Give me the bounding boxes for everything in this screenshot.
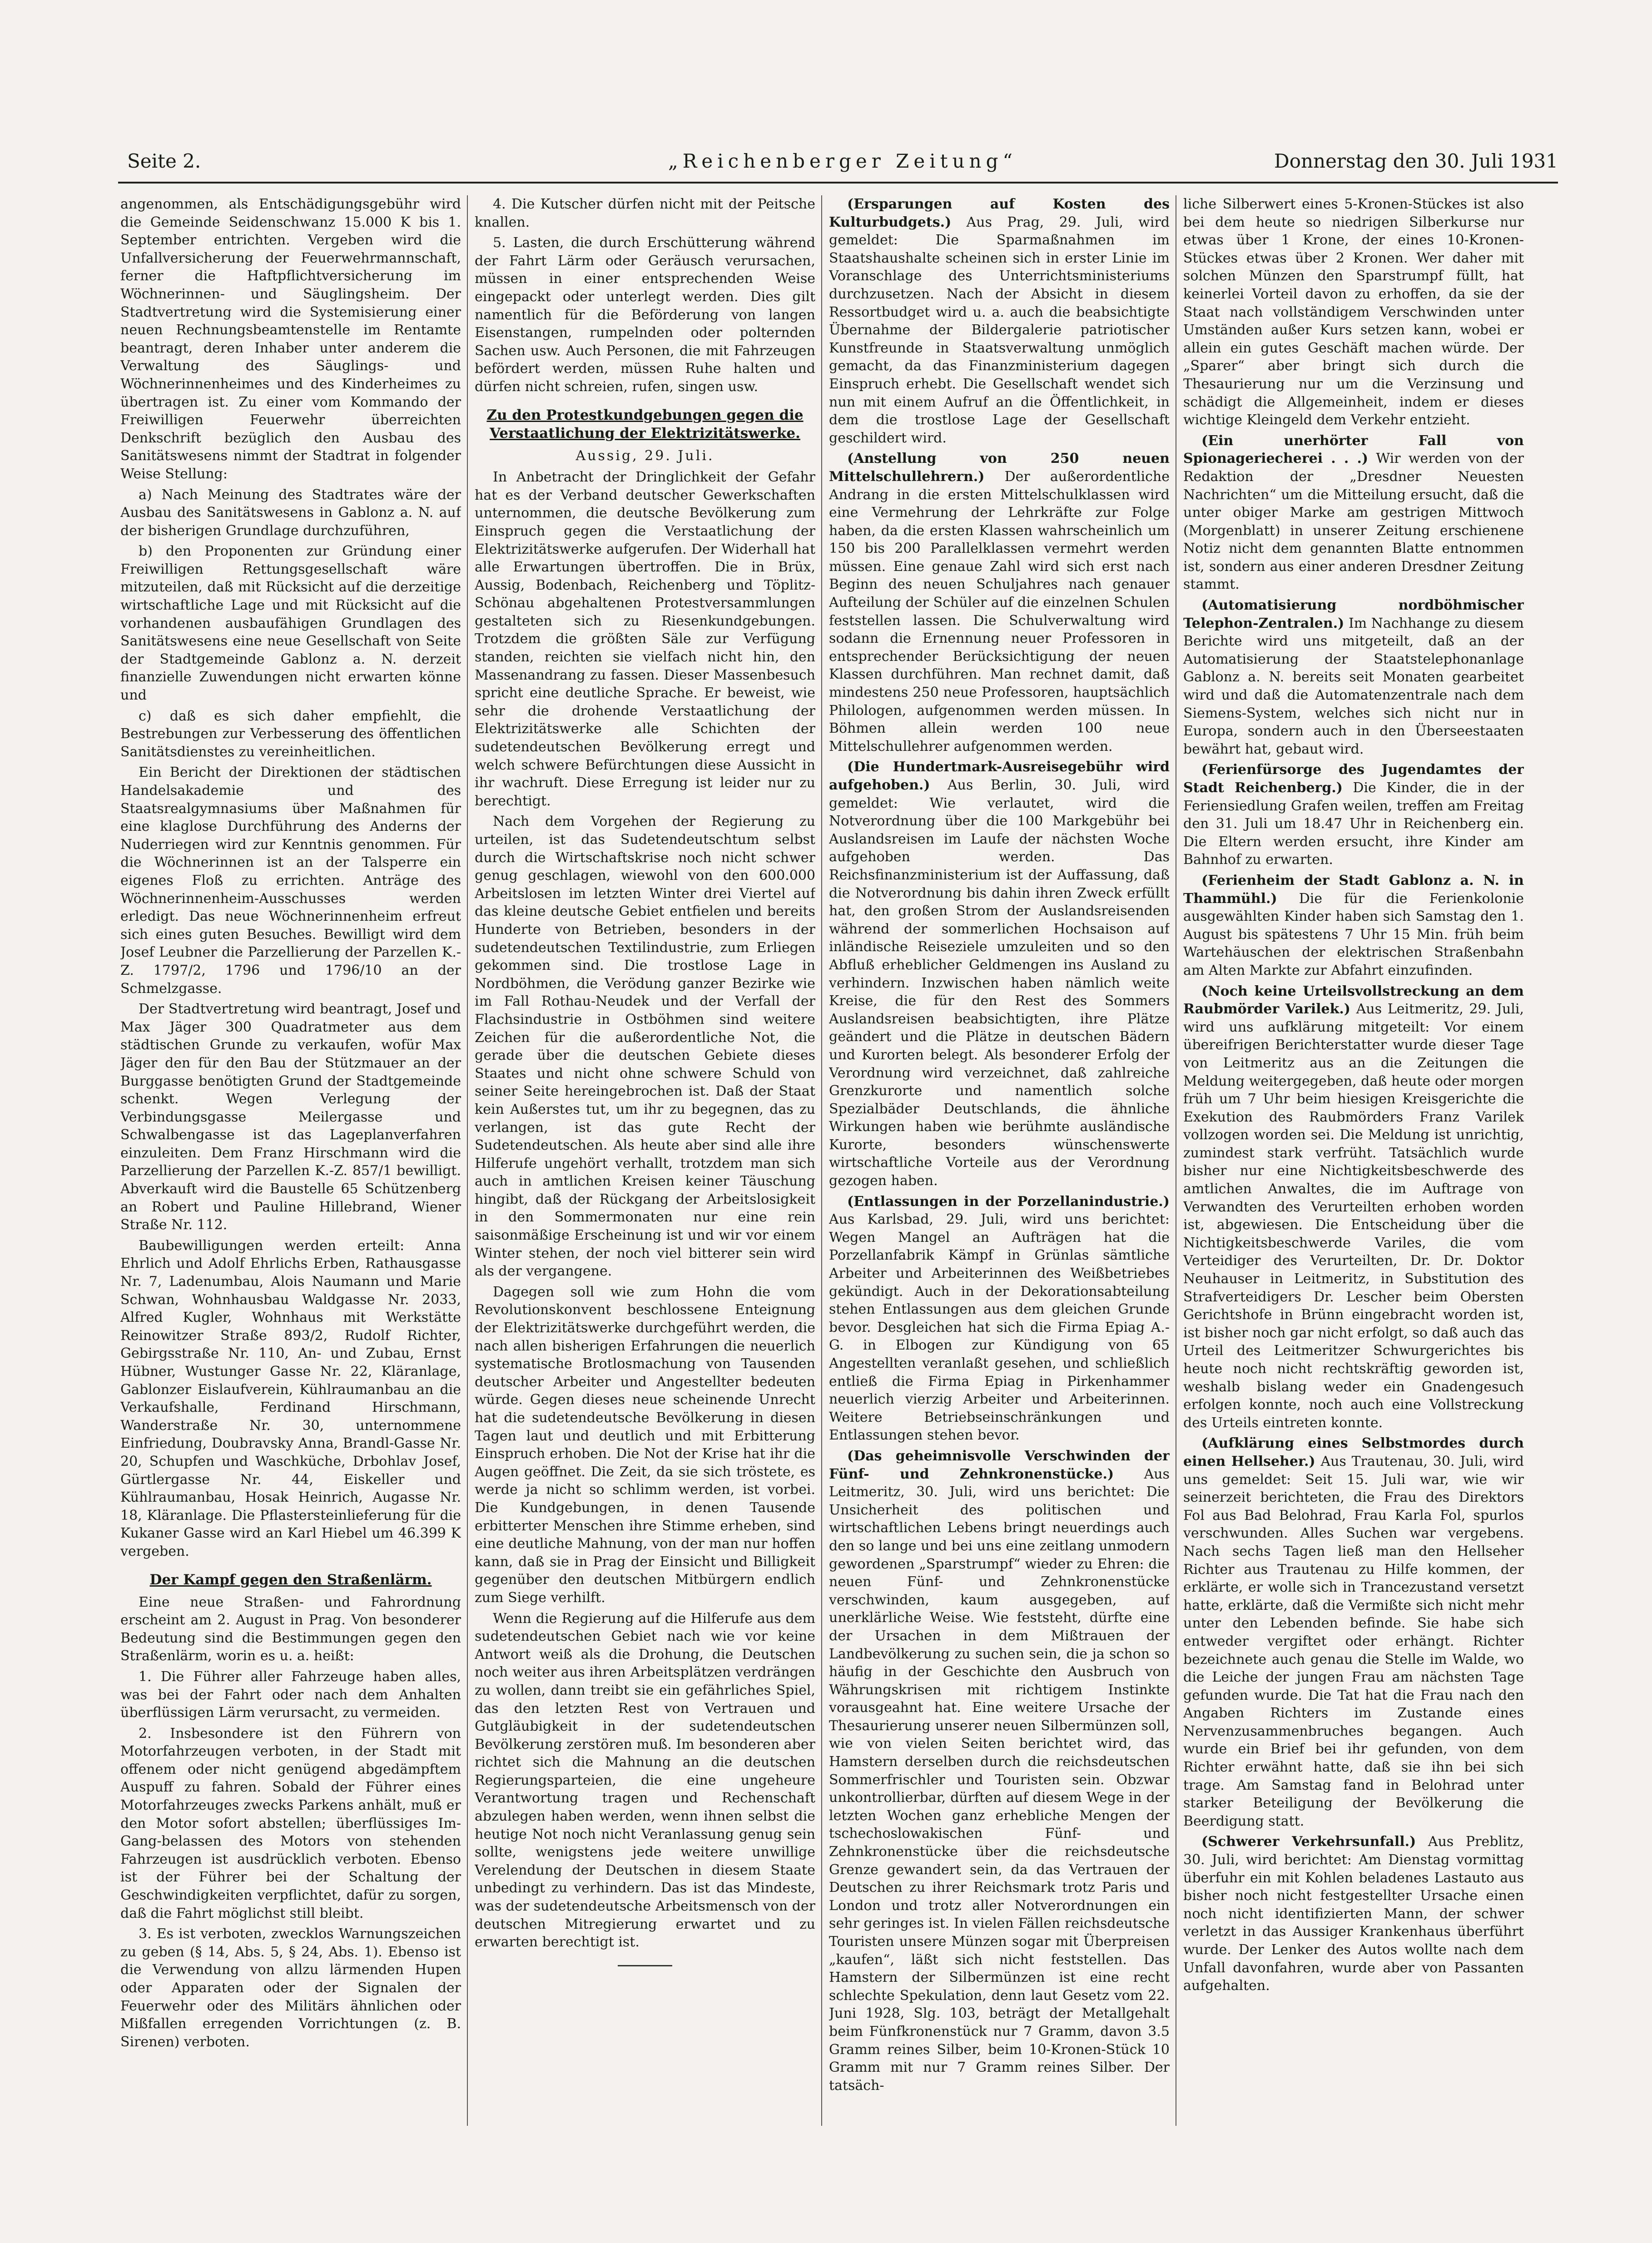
news-item-title: (Automatisierung nordböhmischer Telephon-Zentralen.)	[1183, 597, 1524, 631]
article-text: angenommen, als Entschädigungsgebühr wird die Gemeinde Seidenschwanz 15.000 K bis 1. September entrichten. Vergeben wird die Unfallversicherung der Feuerwehrmannschaft, ferner die Haftpflichtversicherung im Wöchnerinnen- und Säuglingsheim. Der Stadtvertretung wird die Systemisierung einer neuen Rechnungsbeamtenstelle im Rentamte beantragt, deren Inhaber unter anderem die Verwaltung des Säuglings- und Wöchnerinnenheimes und des Kinderheimes zu übertragen ist. Zu einer vom Kommando der Freiwilligen Feuerwehr überreichten Denkschrift bezüglich den Ausbau des Sanitätswesens nimmt der Stadtrat in folgender Weise Stellung:	[120, 196, 461, 482]
article-text: Baubewilligungen werden erteilt: Anna Ehrlich und Adolf Ehrlichs Erben, Rathausgasse Nr. 7, Ladenumbau, Alois Naumann und Marie Schwan, Wohnhausbau Waldgasse Nr. 2033, Alfred Kugler, Wohnhaus mit Werkstätte Reinowitzer Straße 893/2, Rudolf Richter, Gebirgsstraße Nr. 110, An- und Zubau, Ernst Hübner, Wustunger Gasse Nr. 22, Kläranlage, Gablonzer Eislaufverein, Kühlraumanbau an die Verkaufshalle, Ferdinand Hirschmann, Wanderstraße Nr. 30, unternommene Einfriedung, Doubravsky Anna, Brandl-Gasse Nr. 20, Schupfen und Waschküche, Drbohlav Josef, Gürtlergasse Nr. 44, Eiskeller und Kühlraumanbau, Hosak Heinrich, Augasse Nr. 18, Kläranlage. Die Pflastersteinlieferung für die Kukaner Gasse wird an Karl Hiebel um 46.399 K vergeben.	[120, 1237, 461, 1559]
article-text: c) daß es sich daher empfiehlt, die Bestrebungen zur Verbesserung des öffentlichen Sanitätsdienstes zu vereinheitlichen.	[120, 708, 461, 760]
news-item	[1183, 432, 1524, 594]
column-divider	[467, 195, 468, 2126]
news-item	[1183, 596, 1524, 758]
article-text: a) Nach Meinung des Stadtrates wäre der Ausbau des Sanitätswesens in Gablonz a. N. auf der bisherigen Grundlage durchzuführen,	[120, 486, 461, 539]
column-divider	[821, 195, 822, 2126]
page-header	[127, 150, 1558, 182]
article-text: Ein Bericht der Direktionen der städtischen Handelsakademie und des Staatsrealgymnasiums über Maßnahmen für eine klaglose Durchführung des Anderns der Nuderriegen wird zur Kenntnis genommen. Für die Wöchnerinnen ist an der Talsperre ein eigenes Floß zu errichten. Anträge des Wöchnerinnenheim-Ausschusses werden erledigt. Das neue Wöchnerinnenheim erfreut sich eines guten Besuches. Bewilligt wird dem Josef Leubner die Parzellierung der Parzellen K.-Z. 1797/2, 1796 und 1796/10 an der Schmelzgasse.	[120, 764, 461, 997]
news-item-text: Die für die Ferienkolonie ausgewählten Kinder haben sich Samstag den 1. August bis spätestens 7 Uhr 15 Min. früh beim Wartehäuschen der elektrischen Straßenbahn am Alten Markte zur Abfahrt einzufinden.	[1183, 890, 1524, 978]
news-item-title: (Ein unerhörter Fall von Spionageriecherei . . .)	[1183, 432, 1524, 467]
article-text: 4. Die Kutscher dürfen nicht mit der Peitsche knallen.	[475, 196, 815, 230]
news-item	[1183, 761, 1524, 869]
article-headline: Der Kampf gegen den Straßenlärm.	[149, 1571, 432, 1588]
masthead: „Reichenberger Zeitung“	[668, 150, 1017, 172]
news-item-text: Die Kinder, die in der Feriensiedlung Grafen weilen, treffen am Freitag den 31. Juli um 18.47 Uhr in Reichenberg ein. Die Eltern werden ersucht, ihre Kinder am Bahnhof zu erwarten.	[1183, 780, 1524, 868]
news-item-title: (Entlassungen in der Porzellanindustrie.)	[847, 1193, 1170, 1210]
article-text: Eine neue Straßen- und Fahrordnung erscheint am 2. August in Prag. Von besonderer Bedeutung sind die Bestimmungen gegen den Straßenlärm, worin es u. a. heißt:	[120, 1594, 461, 1664]
news-item-text: Aus Trautenau, 30. Juli, wird uns gemeldet: Seit 15. Juli war, wie wir seinerzeit berichteten, die Frau des Direktors Fol aus Bad Belohrad, Frau Karla Fol, spurlos verschwunden. Alles Suchen war vergebens. Nach sechs Tagen ließ man den Hellseher Richter aus Trautenau zu Hilfe kommen, der erklärte, er wolle sich in Trancezustand versetzt hatte, erklärte, daß die Vermißte sich nicht mehr unter den Lebenden befinde. Sie habe sich entweder vergiftet oder erhängt. Richter bezeichnete auch genau die Stelle im Walde, wo die Leiche der jungen Frau am nächsten Tage gefunden wurde. Die Tat hat die Frau nach den Angaben Richters im Zustande eines Nervenzusammenbruches begangen. Auch wurde ein Brief bei ihr gefunden, von dem Richter erwähnt hatte, daß sie ihn bei sich trage. Am Samstag fand in Belohrad unter starker Beteiligung der Bevölkerung die Beerdigung statt.	[1183, 1453, 1524, 1829]
article-text: Dagegen soll wie zum Hohn die vom Revolutionskonvent beschlossene Enteignung der Elektrizitätswerke durchgeführt werden, die nach allen bisherigen Erfahrungen die neuerlich systematische Brotlosmachung von Tausenden deutscher Arbeiter und Angestellter bedeuten würde. Gegen dieses neue scheinende Unrecht hat die sudetendeutsche Bevölkerung in diesen Tagen laut und deutlich und mit Erbitterung Einspruch erhoben. Die Not der Krise hat ihr die Augen geöffnet. Die Zeit, da sie sich tröstete, es werde ja nicht so schlimm werden, ist vorbei. Die Kundgebungen, in denen Tausende erbitterter Menschen ihre Stimme erheben, sind eine deutliche Mahnung, von der man nur hoffen kann, daß sie in Prag der Einsicht und Billigkeit gegenüber den deutschen Mitbürgern endlich zum Siege verhilft.	[475, 1284, 815, 1606]
article-text: Wenn die Regierung auf die Hilferufe aus dem sudetendeutschen Gebiet nach wie vor keine Antwort weiß als die Drohung, die Deutschen noch weiter aus ihren Arbeitsplätzen verdrängen zu wollen, dann treibt sie ein gefährliches Spiel, das den letzten Rest von Vertrauen und Gutgläubigkeit in der sudetendeutschen Bevölkerung zerstören muß. Im besonderen aber richtet sich die Mahnung an die deutschen Regierungsparteien, die eine ungeheure Verantwortung tragen und Rechenschaft abzulegen haben werden, wenn ihnen selbst die heutige Not noch nicht Veranlassung genug sein sollte, wenigstens jede weitere unwillige Verelendung der Deutschen in diesem Staate unbedingt zu verhindern. Das ist das Mindeste, was der sudetendeutsche Arbeitsmensch von der deutschen Mitregierung erwartet und zu erwarten berechtigt ist.	[475, 1610, 815, 1950]
news-item-text: Der außerordentliche Andrang in die ersten Mittelschulklassen wird eine Vermehrung der Lehrkräfte zur Folge haben, da die ersten Klassen wahrscheinlich um 150 bis 200 Parallelklassen vermehrt werden müssen. Eine genaue Zahl wird sich erst nach Beginn des neuen Schuljahres nach genauer Aufteilung der Schüler auf die einzelnen Schulen feststellen lassen. Die Schulverwaltung wird sodann die Ernennung neuer Professoren in entsprechender Berücksichtigung der neuen Klassen durchführen. Man rechnet damit, daß mindestens 250 neue Professoren, hauptsächlich Philologen, aufgenommen werden müssen. In Böhmen allein werden 100 neue Mittelschullehrer aufgenommen werden.	[829, 468, 1170, 754]
article-text: liche Silberwert eines 5-Kronen-Stückes ist also bei dem heute so niedrigen Silberkurse nur etwas über 1 Krone, der eines 10-Kronen-Stückes etwas über 2 Kronen. Wer daher mit solchen Münzen den Sparstrumpf füllt, hat keinerlei Vorteil davon zu erhoffen, da sie der Staat nach vollständigem Verschwinden unter Umständen außer Kurs setzen kann, wobei er allein ein gutes Geschäft machen würde. Der „Sparer“ aber bringt sich durch die Thesaurierung nur um die Verzinsung und schädigt die Allgemeinheit, indem er dieses wichtige Kleingeld dem Verkehr entzieht.	[1183, 196, 1524, 428]
article-text: b) den Proponenten zur Gründung einer Freiwilligen Rettungsgesellschaft wäre mitzuteilen, daß mit Rücksicht auf die derzeitige wirtschaftliche Lage und mit Rücksicht auf die vorhandenen ausbaufähigen Grundlagen des Sanitätswesens eine neue Gesellschaft von Seite der Stadtgemeinde Gablonz a. N. derzeit finanzielle Zuwendungen nicht erwarten könne und	[120, 543, 461, 704]
news-item	[1183, 983, 1524, 1432]
news-item-text: Aus Leitmeritz, 29. Juli, wird uns aufklärung mitgeteilt: Vor einem übereifrigen Berichterstatter wurde dieser Tage von Leitmeritz aus an die Zeitungen die Meldung weitergegeben, daß heute oder morgen früh um 7 Uhr beim hiesigen Kreisgerichte die Exekution des Raubmörders Franz Varilek vollzogen worden sei. Die Meldung ist unrichtig, zumindest stark verfrüht. Tatsächlich wurde bisher nur eine Nichtigkeitsbeschwerde des amtlichen Anwaltes, die im Auftrage von Verwandten des Verurteilten erhoben worden ist, abgewiesen. Die Entscheidung über die Nichtigkeitsbeschwerde Variles, die vom Verteidiger des Verurteilten, Dr. Dr. Doktor Neuhauser in Leitmeritz, in Substitution des Strafverteidigers Dr. Lescher beim Obersten Gerichtshofe in Brünn eingebracht worden ist, ist bisher noch gar nicht erfolgt, so daß auch das Urteil des Leitmeritzer Schwurgerichtes bis heute noch nicht rechtskräftig geworden ist, weshalb bislang weder ein Gnadengesuch erfolgen konnte, noch auch eine Vollstreckung des Urteils eintreten konnte.	[1183, 1001, 1524, 1431]
news-item	[1183, 1833, 1524, 1995]
end-rule	[618, 1965, 672, 1966]
news-item	[829, 450, 1170, 755]
news-item-text: Aus Karlsbad, 29. Juli, wird uns berichtet: Wegen Mangel an Aufträgen hat die Porzellanfabrik Kämpf in Grünlas sämtliche Arbeiter und Arbeiterinnen des Weißbetriebes gekündigt. Auch in der Dekorationsabteilung stehen Entlassungen aus dem gleichen Grunde bevor. Desgleichen hat sich die Firma Epiag A.-G. in Elbogen zur Kündigung von 65 Angestellten veranlaßt gesehen, und schließlich entließ die Firma Epiag in Pirkenhammer neuerlich vierzig Arbeiter und Arbeiterinnen. Weitere Betriebseinschränkungen und Entlassungen stehen bevor.	[829, 1211, 1170, 1444]
news-item-title: (Noch keine Urteilsvollstreckung an dem Raubmörder Varilek.)	[1183, 983, 1524, 1017]
article-text: Der Stadtvertretung wird beantragt, Josef und Max Jäger 300 Quadratmeter aus dem städtischen Grunde zu verkaufen, wofür Max Jäger den für den Bau der Stützmauer an der Burggasse benötigten Grund der Stadtgemeinde schenkt. Wegen Verlegung der Verbindungsgasse Meilergasse und Schwalbengasse ist das Lageplanverfahren einzuleiten. Dem Franz Hirschmann wird die Parzellierung der Parzellen K.-Z. 857/1 bewilligt. Abverkauft wird die Baustelle 65 Schützenberg an Robert und Pauline Hillebrand, Wiener Straße Nr. 112.	[120, 1001, 461, 1233]
article-text: In Anbetracht der Dringlichkeit der Gefahr hat es der Verband deutscher Gewerkschaften unternommen, die deutsche Bevölkerung zum Einspruch gegen die Verstaatlichung der Elektrizitätswerke aufgerufen. Der Widerhall hat alle Erwartungen übertroffen. Die in Brüx, Aussig, Bodenbach, Reichenberg und Töplitz-Schönau abgehaltenen Protestversammlungen gestalteten sich zu Riesenkundgebungen. Trotzdem die größten Säle zur Verfügung standen, reichten sie vielfach nicht hin, den Massenandrang zu fassen. Dieser Massenbesuch spricht eine deutliche Sprache. Er beweist, wie sehr die drohende Verstaatlichung der Elektrizitätswerke alle Schichten der sudetendeutschen Bevölkerung erregt und welch schwere Befürchtungen diese Aussicht in ihr wachruft. Diese Erregung ist leider nur zu berechtigt.	[475, 469, 815, 809]
article-text: 3. Es ist verboten, zwecklos Warnungszeichen zu geben (§ 14, Abs. 5, § 24, Abs. 1). Ebenso ist die Verwendung von allzu lärmenden Hupen oder Apparaten oder der Signalen der Feuerwehr oder des Militärs ähnlichen oder Mißfallen erregenden Vorrichtungen (z. B. Sirenen) verboten.	[120, 1926, 461, 2050]
news-item-title: (Anstellung von 250 neuen Mittelschullehrern.)	[829, 451, 1170, 485]
news-item-title: (Ersparungen auf Kosten des Kulturbudgets.)	[829, 196, 1170, 230]
column-2	[475, 195, 815, 2126]
news-item	[829, 195, 1170, 447]
issue-date: Donnerstag den 30. Juli 1931	[1274, 150, 1558, 172]
news-item-title: (Das geheimnisvolle Verschwinden der Fünf- und Zehnkronenstücke.)	[829, 1448, 1170, 1482]
news-item-title: (Die Hundertmark-Ausreisegebühr wird aufgehoben.)	[829, 759, 1170, 793]
news-item	[829, 758, 1170, 1190]
article-text: 2. Insbesondere ist den Führern von Motorfahrzeugen verboten, in der Stadt mit offenem oder nicht genügend abgedämpftem Auspuff zu fahren. Sobald der Führer eines Motorfahrzeuges zwecks Parkens anhält, muß er den Motor sofort abstellen; überflüssiges Im-Gang-belassen des Motors von stehenden Fahrzeugen ist ausdrücklich verboten. Ebenso ist der Führer bei der Schaltung der Geschwindigkeiten verpflichtet, dafür zu sorgen, daß die Fahrt möglichst still bleibt.	[120, 1725, 461, 1921]
news-item-title: (Ferienheim der Stadt Gablonz a. N. in Thammühl.)	[1183, 872, 1524, 907]
page-number: Seite 2.	[127, 150, 201, 172]
article-headline: Zu den Protestkundgebungen gegen die Verstaatlichung der Elektrizitätswerke.	[486, 407, 804, 442]
news-item-title: (Schwerer Verkehrsunfall.)	[1201, 1834, 1416, 1850]
news-item-text: Aus Berlin, 30. Juli, wird gemeldet: Wie verlautet, wird die Notverordnung über die 100 Markgebühr bei Auslandsreisen im Laufe der nächsten Woche aufgehoben werden. Das Reichsfinanzministerium ist der Auffassung, daß die Notverordnung bis dahin ihren Zweck erfüllt hat, den großen Strom der Auslandsreisenden während der sommerlichen Hochsaison auf inländische Reiseziele umzuleiten und so den Abfluß erheblicher Geldmengen ins Ausland zu verhindern. Inzwischen haben nämlich weite Kreise, die für den Rest des Sommers Auslandsreisen beabsichtigten, ihre Plätze geändert und die Plätze in deutschen Bädern und Kurorten belegt. Als besonderer Erfolg der Verordnung wird verzeichnet, daß zahlreiche Grenzkurorte und namentlich solche Spezialbäder Deutschlands, die ähnliche Wirkungen haben wie berühmte ausländische Kurorte, besonders wünschenswerte wirtschaftliche Vorteile aus der Verordnung gezogen haben.	[829, 777, 1170, 1189]
news-item-text: Wir werden von der Redaktion der „Dresdner Neuesten Nachrichten“ um die Mitteilung ersucht, daß die unter obiger Marke am gestrigen Mittwoch (Morgenblatt) in unserer Zeitung erschienene Notiz nicht dem genannten Blatte entnommen ist, sondern aus einer anderen Dresdner Zeitung stammt.	[1183, 451, 1524, 593]
article-text: 1. Die Führer aller Fahrzeuge haben alles, was bei der Fahrt oder nach dem Anhalten überflüssigen Lärm verursacht, zu vermeiden.	[120, 1668, 461, 1721]
news-item-text: Im Nachhange zu diesem Berichte wird uns mitgeteilt, daß an der Automatisierung der Staatstelephonanlage Gablonz a. N. bereits seit Monaten gearbeitet wird und daß die Automatenzentrale nach dem Siemens-System, welches sich nicht nur in Europa, sondern auch in den Überseestaaten bewährt hat, gebaut wird.	[1183, 615, 1524, 757]
news-item	[829, 1193, 1170, 1444]
news-item	[829, 1447, 1170, 2094]
news-item-text: Aus Preblitz, 30. Juli, wird berichtet: Am Dienstag vormittag überfuhr ein mit Kohlen beladenes Lastauto aus bisher noch nicht festgestellter Ursache einen noch nicht identifizierten Mann, der schwer verletzt in das Aussiger Krankenhaus überführt wurde. Der Lenker des Autos wollte nach dem Unfall davonfahren, wurde aber von Passanten aufgehalten.	[1183, 1834, 1524, 1994]
news-item-title: (Aufklärung eines Selbstmordes durch einen Hellseher.)	[1183, 1435, 1524, 1469]
column-3	[829, 195, 1170, 2126]
column-4	[1183, 195, 1524, 2126]
header-rule	[118, 182, 1558, 184]
news-item-text: Aus Prag, 29. Juli, wird gemeldet: Die Sparmaßnahmen im Staatshaushalte scheinen sich in erster Linie im Voranschlage des Unterrichtsministeriums durchzusetzen. Nach der Absicht in diesem Ressortbudget wird u. a. auch die beabsichtigte Übernahme der Bildergalerie patriotischer Kunstfreunde in Staatsverwaltung unmöglich gemacht, da das Finanzministerium dagegen Einspruch erhebt. Die Gesellschaft wendet sich nun mit einem Aufruf an die Öffentlichkeit, in dem die trostlose Lage der Gesellschaft geschildert wird.	[829, 214, 1170, 446]
news-item	[1183, 1434, 1524, 1830]
article-text: Nach dem Vorgehen der Regierung zu urteilen, ist das Sudetendeutschtum selbst durch die Wirtschaftskrise noch nicht schwer genug geschlagen, wiewohl von den 600.000 Arbeitslosen im letzten Winter drei Viertel auf das kleine deutsche Gebiet entfielen und bereits Hunderte von Betrieben, besonders in der sudetendeutschen Textilindustrie, zum Erliegen gekommen sind. Die trostlose Lage in Nordböhmen, die Verödung ganzer Bezirke wie im Fall Rothau-Neudek und der Verfall der Flachsindustrie in Ostböhmen sind weitere Zeichen für die außerordentliche Not, die gerade über die deutschen Gebiete dieses Staates und nicht ohne schwere Schuld von seiner Seite hereingebrochen ist. Daß der Staat kein Außerstes tut, um ihr zu begegnen, das zu verlangen, ist das gute Recht der Sudetendeutschen. Als heute aber sind alle ihre Hilferufe ungehört verhallt, trotzdem man sich auch in amtlichen Kreisen keiner Täuschung hingibt, daß der Rückgang der Arbeitslosigkeit in den Sommermonaten nur eine rein saisonmäßige Erscheinung ist und wir vor einem Winter stehen, der noch viel bitterer sein wird als der vergangene.	[475, 814, 815, 1280]
news-item	[1183, 872, 1524, 980]
news-item-text: Aus Leitmeritz, 30. Juli, wird uns berichtet: Die Unsicherheit des politischen und wirtschaftlichen Lebens bringt neuerdings auch den so lange und bei uns eine zeitlang unmodern gewordenen „Sparstrumpf“ wieder zu Ehren: die neuen Fünf- und Zehnkronenstücke verschwinden, kaum ausgegeben, auf unerklärliche Weise. Wie feststeht, dürfte eine der Ursachen in dem Mißtrauen der Landbevölkerung zu suchen sein, die ja schon so häufig in der Geschichte den Ausbruch von Währungskrisen mit richtigem Instinkte vorausgeahnt hat. Eine weitere Ursache der Thesaurierung unserer neuen Silbermünzen soll, wie von vielen Seiten berichtet wird, das Hamstern derselben durch die reichsdeutschen Sommerfrischler und Touristen sein. Obzwar unkontrollierbar, dürften auf diesem Wege in der letzten Wochen ganz erhebliche Mengen der tschechoslowakischen Fünf- und Zehnkronenstücke über die reichsdeutsche Grenze gewandert sein, da das Vertrauen der Deutschen zu ihrer Reichsmark trotz Paris und London und trotz aller Notverordnungen ein sehr geringes ist. In vielen Fällen reichsdeutsche Touristen unsere Münzen sogar mit Überpreisen „kaufen“, läßt sich nicht feststellen. Das Hamstern der Silbermünzen ist eine recht schlechte Spekulation, denn laut Gesetz vom 22. Juni 1928, Slg. 103, beträgt der Metallgehalt beim Fünfkronenstück nur 7 Gramm, davon 3.5 Gramm reines Silber, beim 10-Kronen-Stück 10 Gramm mit nur 7 Gramm reines Silber. Der tatsäch-	[829, 1466, 1170, 2094]
dateline: Aussig, 29. Juli.	[575, 447, 714, 464]
column-1	[120, 195, 461, 2126]
news-item-title: (Ferienfürsorge des Jugendamtes der Stadt Reichenberg.)	[1183, 762, 1524, 796]
article-text: 5. Lasten, die durch Erschütterung während der Fahrt Lärm oder Geräusch verursachen, müssen in einer entsprechenden Weise eingepackt oder unterlegt werden. Dies gilt namentlich für die Beförderung von langen Eisenstangen, rumpelnden oder polternden Sachen usw. Auch Personen, die mit Fahrzeugen befördert werden, müssen Ruhe halten und dürfen nicht schreien, rufen, singen usw.	[475, 235, 815, 395]
